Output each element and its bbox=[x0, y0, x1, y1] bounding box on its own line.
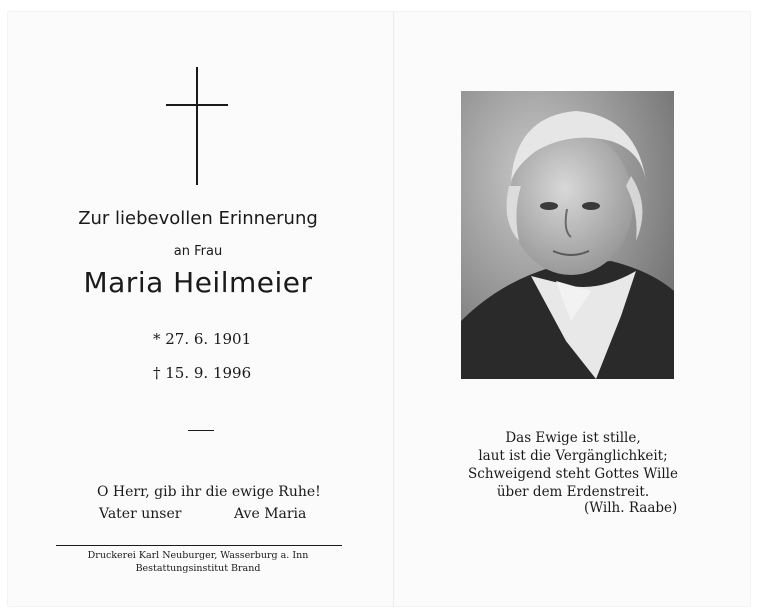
printer-rule bbox=[56, 545, 342, 546]
death-date: † 15. 9. 1996 bbox=[153, 364, 252, 382]
salutation-text: an Frau bbox=[173, 244, 223, 259]
prayer-vater-unser: Vater unser bbox=[99, 506, 182, 522]
prayer-line: O Herr, gib ihr die ewige Ruhe! bbox=[97, 484, 321, 500]
poem-line: laut ist die Vergänglichkeit; bbox=[478, 448, 668, 464]
poem bbox=[448, 429, 698, 501]
card-fold bbox=[393, 12, 394, 606]
birth-date: * 27. 6. 1901 bbox=[153, 330, 252, 348]
deceased-name: Maria Heilmeier bbox=[83, 266, 313, 299]
portrait-photo bbox=[461, 91, 674, 379]
cross-icon bbox=[166, 67, 228, 185]
poem-line: über dem Erdenstreit. bbox=[496, 484, 650, 500]
prayer-ave-maria: Ave Maria bbox=[234, 506, 307, 522]
poem-line: Das Ewige ist stille, bbox=[505, 430, 641, 446]
poem-line: Schweigend steht Gottes Wille bbox=[468, 466, 678, 482]
intro-text: Zur liebevollen Erinnerung bbox=[78, 208, 318, 229]
memorial-card bbox=[8, 12, 750, 606]
poem-author: (Wilh. Raabe) bbox=[584, 500, 678, 516]
printer-name: Druckerei Karl Neuburger, Wasserburg a. Inn bbox=[87, 550, 309, 561]
divider-dash bbox=[188, 430, 214, 431]
funeral-home: Bestattungsinstitut Brand bbox=[135, 563, 261, 574]
